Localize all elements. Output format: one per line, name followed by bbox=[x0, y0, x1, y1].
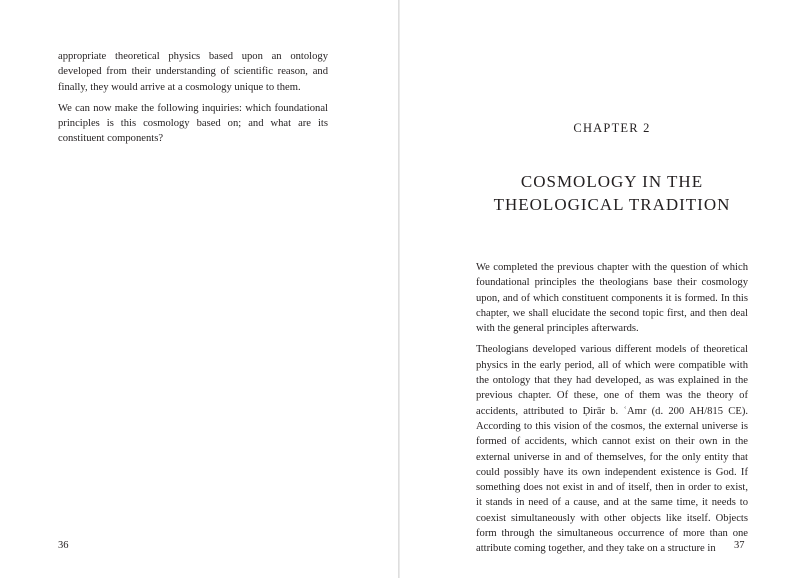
paragraph: We can now make the following inquiries: which foundational principles is this cosmology based on; and what are its constituent components? bbox=[58, 102, 328, 145]
chapter-title bbox=[476, 170, 748, 216]
left-page-text bbox=[58, 49, 328, 153]
chapter-title-line: THEOLOGICAL TRADITION bbox=[493, 195, 731, 214]
paragraph: We completed the previous chapter with the question of which foundational principles the theologians base their cosmology upon, and of which constituent components it is formed. In this chapter, we shall elucidate the second topic first, and then deal with the general principles afterwards. bbox=[476, 262, 748, 335]
page-number: 37 bbox=[734, 540, 745, 551]
paragraph: appropriate theoretical physics based upon an ontology developed from their understanding of scientific reason, and finally, they would arrive at a cosmology unique to them. bbox=[58, 51, 328, 93]
right-page bbox=[400, 0, 800, 578]
chapter-label: CHAPTER 2 bbox=[573, 121, 651, 135]
paragraph: Theologians developed various different models of theoretical physics in the early period, all of which were compatible with the ontology that they had developed, as was explained in the previous chapter. Of these, one of them was the theory of accidents, attributed to Ḍirār b. ʿAmr (d. 200 AH/815 CE). According to this vision of the cosmos, the external universe is formed of accidents, which cannot exist on their own in the external universe in and of themselves, for the only entity that could possibly have its own independent existence is God. If something does not exist in and of itself, then in order to exist, it stands in need of a cause, and at the same time, it needs to coexist simultaneously with other objects like itself. Objects form through the simultaneous occurrence of more than one attribute coming together, and they take on a structure in bbox=[476, 344, 748, 555]
left-page bbox=[0, 0, 399, 578]
page-number: 36 bbox=[58, 540, 69, 551]
chapter-title-line: COSMOLOGY IN THE bbox=[520, 172, 704, 191]
right-page-text bbox=[476, 260, 748, 563]
